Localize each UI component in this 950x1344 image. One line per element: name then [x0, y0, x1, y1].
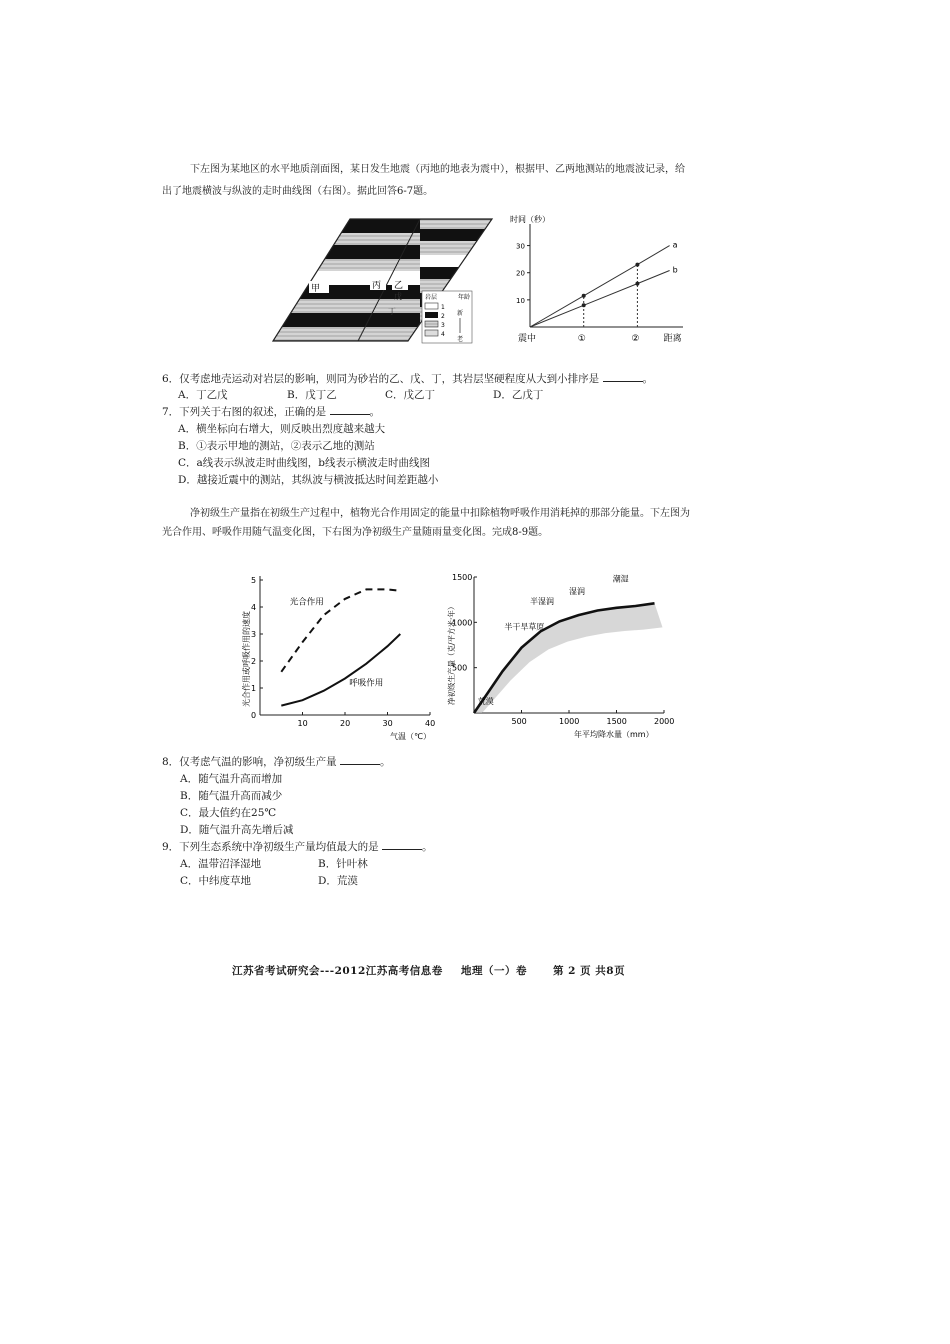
y-tick-label: 1 [251, 684, 257, 693]
q8-stem-row: 8．仅考虑气温的影响，净初级生产量 。 [162, 756, 391, 768]
series-label-a: a [672, 240, 678, 250]
q6-option-b[interactable]: B．戊丁乙 [287, 389, 337, 401]
q9-answer-blank[interactable] [382, 840, 422, 850]
legend-age-title: 年龄 [458, 294, 471, 301]
q7-option-d[interactable]: D．越接近震中的测站，其纵波与横波抵达时间差距越小 [178, 474, 439, 486]
q6-answer-blank[interactable] [603, 372, 643, 382]
q8-option-d[interactable]: D．随气温升高先增后减 [180, 824, 294, 836]
travel-time-chart [505, 215, 690, 347]
q8-option-b[interactable]: B．随气温升高而减少 [180, 790, 283, 802]
q9-option-c[interactable]: C．中纬度草地 [180, 875, 252, 887]
legend-item-1: 1 [441, 304, 445, 311]
series-line-respiration [281, 634, 400, 706]
biome-label: 潮湿 [612, 574, 629, 584]
q9-option-b[interactable]: B．针叶林 [318, 858, 368, 870]
legend-new: 新 [457, 310, 464, 317]
y-tick-label: 30 [516, 242, 525, 251]
legend-rock-title: 岩层 [425, 294, 438, 301]
q8-option-a[interactable]: A．随气温升高而增加 [180, 773, 283, 785]
q7-option-c[interactable]: C．a线表示纵波走时曲线图，b线表示横波走时曲线图 [178, 457, 431, 469]
biome-label: 荒漠 [477, 696, 494, 706]
x-tick-label: 20 [340, 719, 351, 728]
label-ding: 丁 [388, 307, 396, 316]
series-label-photosynthesis: 光合作用 [289, 597, 324, 608]
y-tick-label: 4 [251, 603, 257, 612]
x-axis-label: 气温（℃） [390, 732, 431, 741]
q8-stem: 8．仅考虑气温的影响，净初级生产量 [162, 756, 337, 768]
y-tick-label: 3 [251, 630, 257, 639]
q8-answer-blank[interactable] [340, 755, 380, 765]
y-tick-label: 500 [452, 663, 468, 673]
x-axis-label: 年平均降水量（mm） [574, 730, 654, 739]
data-point [582, 303, 586, 307]
data-point [635, 282, 639, 286]
section1-intro-line2: 出了地震横波与纵波的走时曲线图（右图）。据此回答6-7题。 [162, 186, 434, 197]
x-tick-label: 500 [511, 717, 527, 726]
q6-option-c[interactable]: C．戊乙丁 [385, 389, 436, 401]
y-tick-label: 20 [516, 269, 525, 278]
y-tick-label: 2 [251, 657, 257, 666]
x-tick-label: ① [577, 334, 586, 344]
x-tick-label: 1500 [606, 717, 627, 726]
y-axis-label: 光合作用或呼吸作用的速度 [242, 611, 251, 707]
q6-option-a[interactable]: A．丁乙戊 [178, 389, 228, 401]
label-wu: 戊 [394, 292, 402, 301]
photosynthesis-respiration-chart [238, 570, 448, 745]
q9-stem-row: 9．下列生态系统中净初级生产量均值最大的是 。 [162, 841, 433, 853]
section2-intro-line1: 净初级生产量指在初级生产过程中，植物光合作用固定的能量中扣除植物呼吸作用消耗掉的那部分能量。下左图为 [190, 508, 690, 519]
data-point [582, 294, 586, 298]
q6-stem-row: 6．仅考虑地壳运动对岩层的影响，则同为砂岩的乙、戊、丁，其岩层坚硬程度从大到小排序是 。 [162, 373, 654, 385]
x-tick-label: 10 [297, 719, 308, 728]
q9-option-a[interactable]: A．温带沼泽湿地 [180, 858, 262, 870]
y-axis-label: 净初级生产量（克/平方米·年） [447, 602, 456, 705]
q6-option-d[interactable]: D．乙戊丁 [493, 389, 544, 401]
y-tick-label: 5 [251, 576, 257, 585]
biome-label: 半湿润 [530, 597, 555, 607]
x-tick-label: 震中 [518, 334, 537, 344]
y-tick-label: 1000 [452, 618, 473, 628]
series-label-b: b [672, 265, 678, 275]
legend-item-2: 2 [441, 313, 445, 320]
q9-option-d[interactable]: D．荒漠 [318, 875, 358, 887]
q8-option-c[interactable]: C．最大值约在25℃ [180, 807, 277, 819]
legend-item-3: 3 [441, 322, 445, 329]
q7-stem-row: 7．下列关于右图的叙述，正确的是 。 [162, 406, 381, 418]
legend-item-4: 4 [441, 331, 445, 338]
section1-intro-line1: 下左图为某地区的水平地质剖面图，某日发生地震（丙地的地表为震中），根据甲、乙两地测站的地震波记录，给 [190, 164, 685, 175]
biome-label: 湿润 [569, 587, 585, 597]
label-bing: 丙 [372, 281, 382, 291]
series-line-a [530, 246, 670, 327]
footer-org: 江苏省考试研究会---2012江苏高考信息卷 [232, 965, 443, 977]
x-tick-label: 40 [425, 719, 436, 728]
section2-intro-line2: 光合作用、呼吸作用随气温变化图，下右图为净初级生产量随雨量变化图。完成8-9题。 [162, 527, 549, 538]
y-tick-label: 0 [251, 711, 257, 720]
legend-old: 老 [457, 336, 464, 343]
x-tick-label: 1000 [559, 717, 580, 726]
series-label-respiration: 呼吸作用 [349, 678, 384, 689]
series-line-b [530, 271, 670, 328]
q9-stem: 9．下列生态系统中净初级生产量均值最大的是 [162, 841, 379, 853]
y-tick-label: 10 [516, 296, 525, 305]
npp-precipitation-chart [438, 568, 688, 745]
q7-answer-blank[interactable] [330, 405, 370, 415]
geological-section-map [270, 215, 495, 347]
x-tick-label: ② [631, 334, 640, 344]
y-axis-label: 时间（秒） [510, 215, 550, 224]
q7-option-a[interactable]: A．横坐标向右增大，则反映出烈度越来越大 [178, 423, 386, 435]
label-jia: 甲 [311, 284, 321, 294]
label-yi: 乙 [394, 281, 404, 291]
q7-stem: 7．下列关于右图的叙述，正确的是 [162, 406, 327, 418]
x-tick-label: 30 [382, 719, 393, 728]
y-tick-label: 1500 [452, 573, 473, 582]
q7-option-b[interactable]: B．①表示甲地的测站，②表示乙地的测站 [178, 440, 375, 452]
footer-page: 第 2 页 共8页 [553, 965, 626, 977]
x-tick-label: 距离 [663, 334, 682, 344]
biome-label: 半干旱草原 [504, 622, 545, 632]
data-point [635, 263, 639, 267]
footer-subject: 地理（一）卷 [461, 965, 527, 977]
x-tick-label: 2000 [654, 717, 675, 726]
q6-stem: 6．仅考虑地壳运动对岩层的影响，则同为砂岩的乙、戊、丁，其岩层坚硬程度从大到小排序是 [162, 373, 600, 385]
